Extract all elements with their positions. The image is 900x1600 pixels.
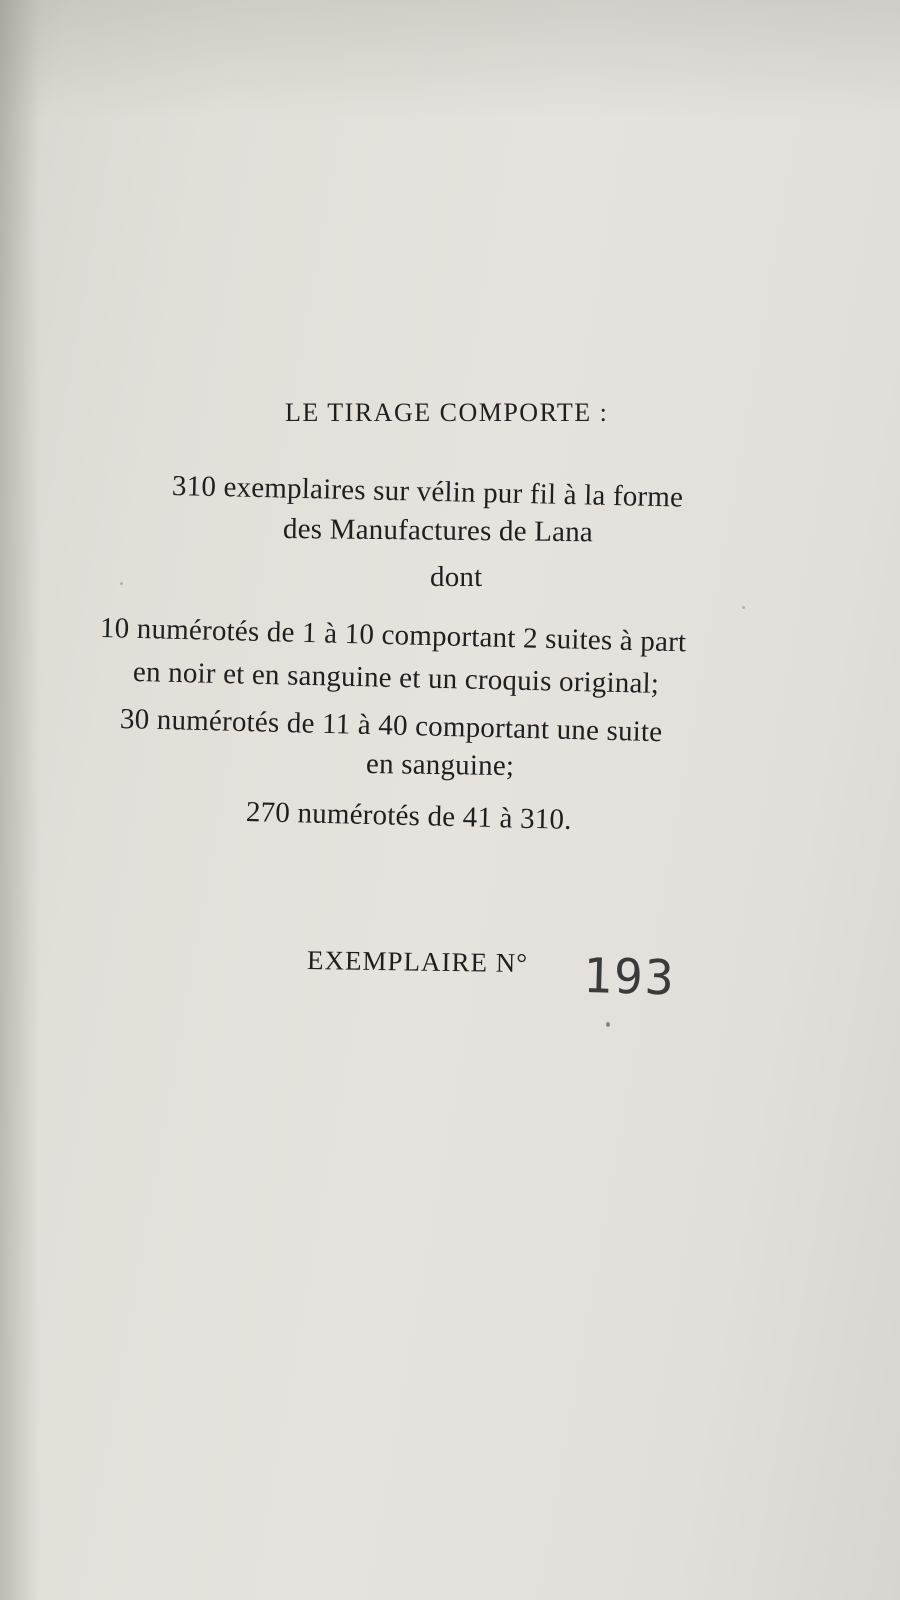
colophon-line-1: 310 exemplaires sur vélin pur fil à la forme <box>171 470 684 514</box>
page-shadow-left <box>0 0 40 1600</box>
colophon-line-4: 10 numérotés de 1 à 10 comportant 2 suites à part <box>99 612 687 659</box>
paper-speck <box>120 582 123 585</box>
exemplaire-stamped-number: 193 <box>582 948 677 1007</box>
paper-speck <box>742 606 745 609</box>
paper-speck <box>606 1022 610 1027</box>
colophon-line-2: des Manufactures de Lana <box>282 513 594 549</box>
colophon-line-5: en noir et en sanguine et un croquis original; <box>132 656 660 700</box>
colophon-line-3: dont <box>430 561 483 593</box>
colophon-line-6: 30 numérotés de 11 à 40 comportant une suite <box>119 703 663 749</box>
exemplaire-label: EXEMPLAIRE N° <box>306 945 529 979</box>
colophon-line-8: 270 numérotés de 41 à 310. <box>245 796 573 836</box>
colophon-heading: LE TIRAGE COMPORTE : <box>285 398 609 427</box>
page-shadow-top <box>0 0 900 120</box>
colophon-line-7: en sanguine; <box>365 748 515 783</box>
